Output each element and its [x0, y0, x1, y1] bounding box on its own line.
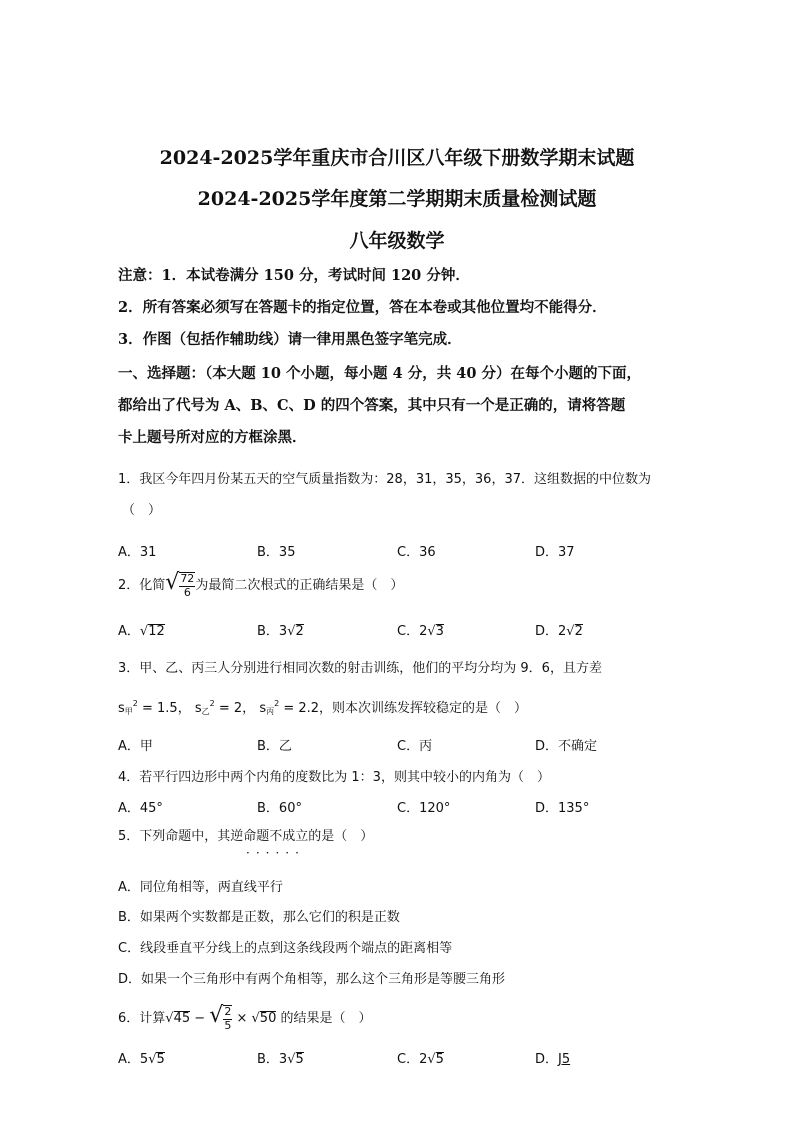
section-intro-line2: 都给出了代号为 A、B、C、D 的四个答案，其中只有一个是正确的，请将答题 — [118, 397, 626, 414]
q6-option-c-label: C． — [397, 1052, 420, 1067]
sqrt-sign-icon: √ — [427, 624, 436, 639]
q6-radicand-1: 45 — [173, 1011, 191, 1026]
q3-option-d: D．不确定 — [535, 739, 598, 754]
q2-option-c — [397, 620, 444, 639]
sqrt-sign-icon: √ — [139, 624, 149, 639]
q3-variances — [118, 697, 527, 717]
q6-option-a-radicand: 5 — [156, 1052, 165, 1067]
q2-stem — [118, 570, 403, 599]
q3-s2-sup: 2 — [209, 699, 215, 708]
subject-title: 八年级数学 — [349, 230, 445, 252]
sqrt-sign-icon: √ — [209, 1003, 224, 1028]
q6-option-a-coef: 5 — [139, 1052, 149, 1067]
q4-stem: 4．若平行四边形中两个内角的度数比为 1：3，则其中较小的内角为（ ） — [118, 770, 550, 785]
q6-option-c — [397, 1048, 444, 1067]
q6-numerator: 2 — [224, 1004, 232, 1018]
q3-s3: s — [259, 701, 267, 716]
note-2: 2．所有答案必须写在答题卡的指定位置，答在本卷或其他位置均不能得分． — [118, 299, 607, 316]
q4-option-c: C．120° — [397, 801, 451, 816]
q2-option-b-radicand: 2 — [295, 624, 304, 639]
q2-option-c-radicand: 3 — [435, 624, 444, 639]
q6-option-b-radicand: 5 — [295, 1052, 304, 1067]
q6-option-d — [535, 1048, 570, 1067]
q3-s1: s — [118, 701, 125, 716]
q3-option-a: A．甲 — [118, 739, 153, 754]
sqrt-sign-icon: √ — [165, 570, 180, 595]
q4-option-a: A．45° — [118, 801, 163, 816]
q2-option-b — [257, 620, 304, 639]
q5-emphasis-dots: ······ — [246, 846, 305, 860]
q3-s3-sub: 丙 — [266, 707, 275, 716]
q6-denominator: 5 — [224, 1018, 232, 1032]
note-1: 注意：1．本试卷满分 150 分，考试时间 120 分钟． — [118, 267, 470, 284]
q4-option-b: B．60° — [257, 801, 302, 816]
q2-option-b-label: B． — [257, 624, 279, 639]
q6-option-a-label: A． — [118, 1052, 140, 1067]
q1-option-d: D．37 — [535, 545, 575, 560]
q6-option-a — [118, 1048, 165, 1067]
sqrt-sign-icon: √ — [165, 1011, 174, 1026]
q3-s1-value: = 1.5， — [137, 701, 191, 716]
sqrt-sign-icon: √ — [287, 1052, 296, 1067]
q6-option-b-label: B． — [257, 1052, 279, 1067]
q2-pre: 2．化简 — [118, 578, 166, 593]
q1-paren: （ ） — [122, 503, 162, 518]
q5-stem: 5．下列命题中，其逆命题不成立的是（ ） — [118, 829, 374, 844]
q2-option-b-coef: 3 — [278, 624, 288, 639]
sqrt-sign-icon: √ — [251, 1011, 260, 1026]
q5-option-d: D．如果一个三角形中有两个角相等，那么这个三角形是等腰三角形 — [118, 972, 506, 987]
note-3: 3．作图（包括作辅助线）请一律用黑色签字笔完成． — [118, 331, 462, 348]
sqrt-sign-icon: √ — [566, 624, 575, 639]
q4-option-d: D．135° — [535, 801, 590, 816]
q1-option-a: A．31 — [118, 545, 157, 560]
q2-denominator: 6 — [183, 585, 191, 599]
q6-option-b — [257, 1048, 304, 1067]
page-title: 2024-2025学年重庆市合川区八年级下册数学期末试题 — [159, 147, 635, 169]
q3-option-b: B．乙 — [257, 739, 292, 754]
sqrt-sign-icon: √ — [427, 1052, 436, 1067]
q2-option-a — [118, 620, 165, 639]
q1-option-c: C．36 — [397, 545, 436, 560]
q3-s3-value: = 2.2，则本次训练发挥较稳定的是（ ） — [279, 701, 528, 716]
q2-option-a-label: A． — [118, 624, 140, 639]
q2-option-d-coef: 2 — [558, 624, 567, 639]
q6-fraction — [223, 1005, 232, 1032]
q2-option-d — [535, 620, 583, 639]
q3-s2-sub: 乙 — [201, 707, 210, 716]
q2-post: 为最简二次根式的正确结果是（ ） — [195, 578, 404, 593]
q5-option-c: C．线段垂直平分线上的点到这条线段两个端点的距离相等 — [118, 941, 453, 956]
q6-option-d-value: J5 — [558, 1052, 571, 1067]
q3-option-c: C．丙 — [397, 739, 433, 754]
q1-option-b: B．35 — [257, 545, 296, 560]
q6-option-c-radicand: 5 — [435, 1052, 444, 1067]
page-subtitle: 2024-2025学年度第二学期期末质量检测试题 — [197, 188, 597, 210]
q2-fraction — [179, 572, 195, 599]
sqrt-sign-icon: √ — [287, 624, 296, 639]
q2-numerator: 72 — [180, 571, 195, 585]
q3-s2-value: = 2， — [214, 701, 256, 716]
section-intro-line1: 一、选择题：（本大题 10 个小题，每小题 4 分，共 40 分）在每个小题的下面， — [118, 365, 641, 382]
q2-option-c-label: C． — [397, 624, 420, 639]
q6-times: × — [232, 1011, 252, 1026]
q5-option-b: B．如果两个实数都是正数，那么它们的积是正数 — [118, 910, 400, 925]
q6-post: 的结果是（ ） — [276, 1011, 372, 1026]
q6-option-c-coef: 2 — [419, 1052, 428, 1067]
q6-pre: 6．计算 — [118, 1011, 166, 1026]
q1-stem: 1．我区今年四月份某五天的空气质量指数为：28，31，35，36，37．这组数据的中位数为 — [118, 472, 651, 487]
q2-option-d-label: D． — [535, 624, 559, 639]
q6-radicand-2: 50 — [259, 1011, 277, 1026]
q2-option-c-coef: 2 — [419, 624, 428, 639]
q2-option-d-radicand: 2 — [574, 624, 583, 639]
section-intro-line3: 卡上题号所对应的方框涂黑． — [118, 429, 307, 446]
q3-s3-sup: 2 — [274, 699, 280, 708]
q3-stem: 3．甲、乙、丙三人分别进行相同次数的射击训练，他们的平均分均为 9．6，且方差 — [118, 661, 602, 676]
q6-stem — [118, 1003, 371, 1032]
q6-option-b-coef: 3 — [278, 1052, 288, 1067]
q6-minus: − — [190, 1011, 210, 1026]
q6-option-d-label: D． — [535, 1052, 559, 1067]
q3-s1-sub: 甲 — [124, 707, 133, 716]
q5-option-a: A．同位角相等，两直线平行 — [118, 880, 283, 895]
q3-s2: s — [194, 701, 202, 716]
sqrt-sign-icon: √ — [148, 1052, 157, 1067]
q3-s1-sup: 2 — [132, 699, 138, 708]
q2-option-a-radicand: 12 — [148, 624, 165, 639]
